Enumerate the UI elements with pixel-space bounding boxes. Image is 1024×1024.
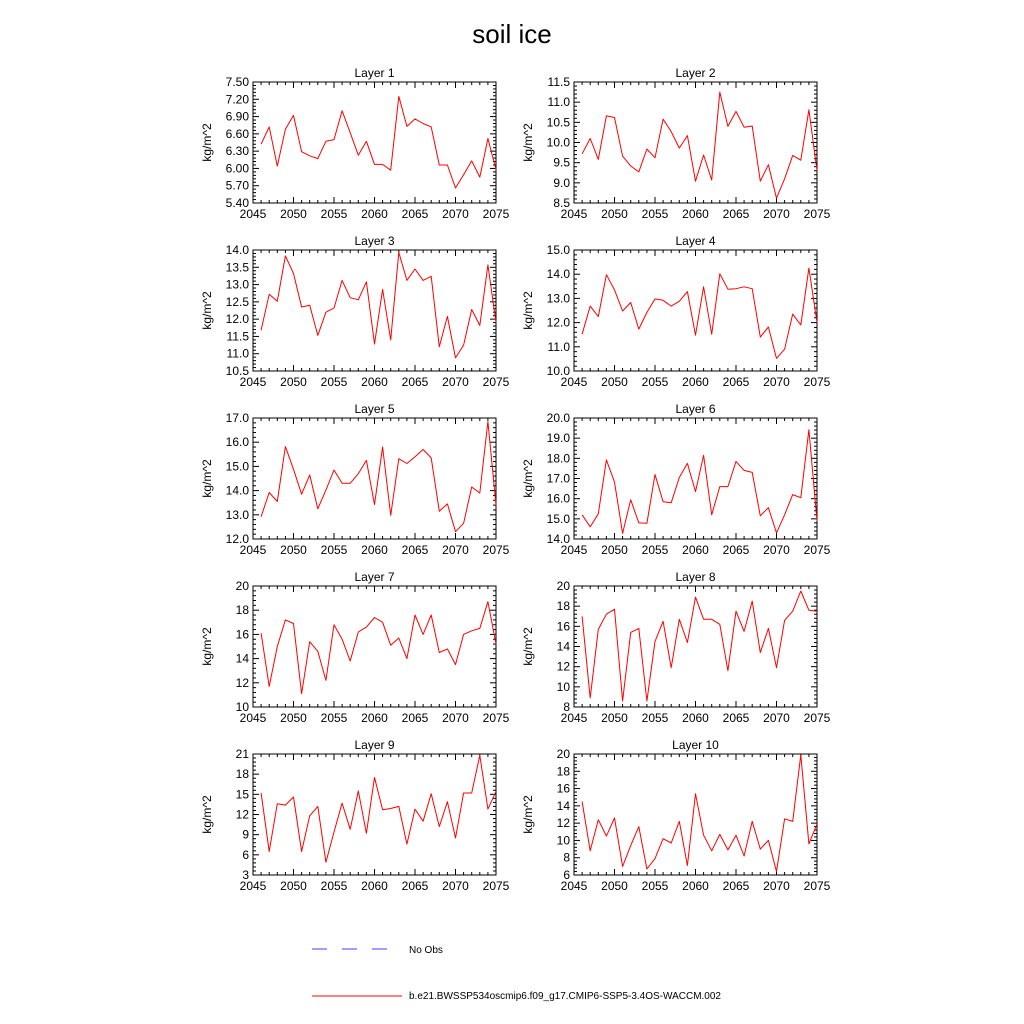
panels	[200, 66, 831, 893]
x-tick-label: 2045	[560, 543, 588, 557]
y-tick-label: 10.5	[225, 364, 249, 378]
x-tick-label: 2065	[722, 879, 750, 893]
y-tick-label: 6	[242, 847, 249, 862]
x-tick-label: 2060	[361, 711, 388, 725]
panel-title: Layer 6	[675, 402, 716, 416]
x-tick-label: 2055	[641, 375, 669, 389]
y-tick-label: 16	[235, 627, 249, 642]
x-tick-label: 2065	[722, 207, 750, 221]
x-tick-label: 2065	[401, 711, 429, 725]
y-tick-label: 16	[556, 619, 570, 634]
x-tick-label: 2045	[239, 879, 267, 893]
series-line	[261, 755, 496, 862]
y-tick-label: 12.0	[225, 532, 249, 546]
series-line	[261, 602, 496, 694]
x-tick-label: 2055	[641, 711, 669, 725]
plot-frame	[253, 250, 496, 371]
y-tick-label: 5.70	[225, 178, 249, 193]
y-tick-label: 18	[235, 603, 249, 618]
y-tick-label: 10.5	[546, 115, 570, 130]
series-line	[582, 430, 817, 534]
series-line	[582, 92, 817, 198]
y-tick-label: 14	[235, 651, 249, 666]
x-tick-label: 2070	[442, 207, 469, 221]
x-tick-label: 2065	[722, 375, 750, 389]
x-tick-label: 2065	[722, 543, 750, 557]
x-tick-label: 2055	[320, 207, 348, 221]
plot-frame	[253, 418, 496, 539]
panel-layer-5	[200, 402, 510, 557]
y-tick-label: 12.0	[225, 312, 249, 327]
panel-layer-10	[521, 738, 831, 893]
x-tick-label: 2070	[763, 207, 790, 221]
x-tick-label: 2060	[682, 711, 709, 725]
y-tick-label: 12	[556, 659, 570, 674]
x-tick-label: 2045	[239, 375, 267, 389]
x-tick-label: 2060	[682, 375, 709, 389]
y-axis-label: kg/m^2	[200, 459, 214, 498]
y-tick-label: 9.5	[553, 155, 570, 170]
panel-title: Layer 7	[354, 570, 395, 584]
y-tick-label: 13.0	[225, 507, 249, 522]
y-tick-label: 11.0	[547, 339, 570, 354]
x-tick-label: 2050	[601, 879, 628, 893]
x-tick-label: 2065	[401, 543, 429, 557]
panel-title: Layer 2	[675, 66, 716, 80]
y-tick-label: 5.40	[225, 196, 249, 210]
y-tick-label: 15.0	[546, 243, 570, 257]
y-axis-label: kg/m^2	[200, 123, 214, 162]
x-tick-label: 2060	[361, 375, 388, 389]
x-tick-label: 2055	[641, 879, 669, 893]
x-tick-label: 2070	[763, 543, 790, 557]
series-line	[261, 252, 496, 358]
x-tick-label: 2060	[361, 207, 388, 221]
x-tick-label: 2070	[442, 543, 469, 557]
x-tick-label: 2065	[722, 711, 750, 725]
y-tick-label: 9	[242, 827, 249, 842]
x-tick-label: 2065	[401, 879, 429, 893]
y-tick-label: 18	[556, 599, 570, 614]
panel-layer-7	[200, 570, 510, 725]
x-tick-label: 2050	[280, 543, 307, 557]
y-tick-label: 12.0	[546, 315, 570, 330]
series-line	[582, 755, 817, 872]
y-tick-label: 13.0	[225, 277, 249, 292]
y-tick-label: 14.0	[225, 483, 249, 498]
y-tick-label: 13.5	[225, 260, 249, 275]
y-tick-label: 6.00	[225, 161, 249, 176]
x-tick-label: 2075	[803, 879, 831, 893]
panel-layer-2	[521, 66, 831, 221]
x-tick-label: 2045	[560, 711, 588, 725]
y-tick-label: 20.0	[546, 411, 570, 425]
panel-layer-4	[521, 234, 831, 389]
y-tick-label: 16.0	[225, 435, 249, 450]
x-tick-label: 2045	[239, 207, 267, 221]
y-tick-label: 13.0	[546, 291, 570, 306]
y-tick-label: 19.0	[546, 431, 570, 446]
x-tick-label: 2050	[601, 207, 628, 221]
y-tick-label: 21	[235, 747, 249, 761]
plot-frame	[253, 82, 496, 203]
x-tick-label: 2055	[320, 375, 348, 389]
x-tick-label: 2060	[361, 879, 388, 893]
y-tick-label: 9.0	[553, 175, 570, 190]
x-tick-label: 2045	[560, 375, 588, 389]
x-tick-label: 2075	[803, 207, 831, 221]
x-tick-label: 2045	[239, 711, 267, 725]
legend-no-obs	[312, 945, 443, 956]
x-tick-label: 2075	[803, 543, 831, 557]
y-tick-label: 15	[235, 787, 249, 802]
y-tick-label: 14.0	[546, 267, 570, 282]
y-tick-label: 10	[556, 833, 570, 848]
plot-frame	[574, 418, 817, 539]
y-tick-label: 3	[242, 868, 249, 882]
x-tick-label: 2045	[560, 879, 588, 893]
panel-title: Layer 4	[675, 234, 716, 248]
x-tick-label: 2070	[763, 375, 790, 389]
y-tick-label: 12	[556, 816, 570, 831]
y-tick-label: 7.20	[225, 92, 249, 107]
x-tick-label: 2055	[320, 879, 348, 893]
y-axis-label: kg/m^2	[521, 459, 535, 498]
x-tick-label: 2075	[482, 879, 510, 893]
x-tick-label: 2065	[401, 207, 429, 221]
panel-layer-3	[200, 234, 510, 389]
y-axis-label: kg/m^2	[200, 291, 214, 330]
x-tick-label: 2075	[482, 711, 510, 725]
y-tick-label: 16.0	[546, 491, 570, 506]
x-tick-label: 2075	[482, 207, 510, 221]
y-axis-label: kg/m^2	[200, 795, 214, 834]
y-axis-label: kg/m^2	[521, 795, 535, 834]
y-tick-label: 8	[563, 700, 570, 714]
x-tick-label: 2070	[442, 879, 469, 893]
x-tick-label: 2050	[280, 711, 307, 725]
x-tick-label: 2060	[361, 543, 388, 557]
y-tick-label: 6.30	[225, 144, 249, 159]
plot-frame	[574, 82, 817, 203]
y-tick-label: 11.0	[547, 95, 570, 110]
x-tick-label: 2075	[803, 711, 831, 725]
series-line	[261, 96, 496, 188]
panel-title: Layer 8	[675, 570, 716, 584]
x-tick-label: 2075	[803, 375, 831, 389]
y-tick-label: 20	[556, 747, 570, 761]
series-line	[261, 422, 496, 532]
panel-title: Layer 10	[672, 738, 719, 752]
y-tick-label: 11.5	[226, 329, 249, 344]
x-tick-label: 2055	[320, 711, 348, 725]
panel-layer-8	[521, 570, 831, 725]
x-tick-label: 2070	[442, 375, 469, 389]
y-tick-label: 8	[563, 850, 570, 865]
y-tick-label: 20	[235, 579, 249, 593]
plot-frame	[574, 754, 817, 875]
y-tick-label: 15.0	[225, 459, 249, 474]
y-tick-label: 16	[556, 781, 570, 796]
x-tick-label: 2050	[601, 543, 628, 557]
y-tick-label: 17.0	[546, 471, 570, 486]
y-tick-label: 11.0	[226, 346, 249, 361]
y-tick-label: 8.5	[553, 196, 570, 210]
y-tick-label: 7.50	[225, 75, 249, 89]
y-tick-label: 10.0	[546, 364, 570, 378]
y-tick-label: 12	[235, 675, 249, 690]
x-tick-label: 2070	[763, 879, 790, 893]
x-tick-label: 2055	[320, 543, 348, 557]
y-tick-label: 18.0	[546, 451, 570, 466]
y-tick-label: 15.0	[546, 511, 570, 526]
figure-title: soil ice	[472, 19, 552, 49]
x-tick-label: 2060	[682, 543, 709, 557]
y-tick-label: 6.90	[225, 109, 249, 124]
legend-no-obs-label: No Obs	[409, 945, 443, 956]
y-tick-label: 14	[556, 798, 570, 813]
legend-model	[312, 991, 721, 1002]
panel-layer-9	[200, 738, 510, 893]
panel-title: Layer 1	[354, 66, 395, 80]
y-tick-label: 12	[235, 807, 249, 822]
y-tick-label: 18	[556, 764, 570, 779]
y-tick-label: 10.0	[546, 135, 570, 150]
series-line	[582, 591, 817, 701]
x-tick-label: 2050	[601, 711, 628, 725]
legend-model-label: b.e21.BWSSP534oscmip6.f09_g17.CMIP6-SSP5-3.4OS-WACCM.002	[409, 991, 721, 1002]
y-axis-label: kg/m^2	[200, 627, 214, 666]
x-tick-label: 2075	[482, 375, 510, 389]
y-tick-label: 14.0	[546, 532, 570, 546]
x-tick-label: 2045	[560, 207, 588, 221]
x-tick-label: 2055	[641, 207, 669, 221]
y-tick-label: 14.0	[225, 243, 249, 257]
panel-title: Layer 5	[354, 402, 395, 416]
x-tick-label: 2060	[682, 207, 709, 221]
x-tick-label: 2070	[442, 711, 469, 725]
y-tick-label: 6	[563, 868, 570, 882]
x-tick-label: 2060	[682, 879, 709, 893]
y-tick-label: 20	[556, 579, 570, 593]
panel-title: Layer 3	[354, 234, 395, 248]
y-axis-label: kg/m^2	[521, 123, 535, 162]
x-tick-label: 2070	[763, 711, 790, 725]
x-tick-label: 2045	[239, 543, 267, 557]
y-axis-label: kg/m^2	[521, 291, 535, 330]
y-tick-label: 14	[556, 639, 570, 654]
y-tick-label: 12.5	[225, 294, 249, 309]
x-tick-label: 2050	[280, 879, 307, 893]
x-tick-label: 2075	[482, 543, 510, 557]
y-tick-label: 17.0	[225, 411, 249, 425]
panel-title: Layer 9	[354, 738, 395, 752]
y-tick-label: 10	[235, 700, 249, 714]
plot-frame	[574, 250, 817, 371]
x-tick-label: 2050	[280, 375, 307, 389]
x-tick-label: 2055	[641, 543, 669, 557]
legend	[312, 945, 721, 1002]
y-tick-label: 11.5	[547, 75, 570, 89]
plot-frame	[253, 586, 496, 707]
series-line	[582, 268, 817, 358]
panel-layer-6	[521, 402, 831, 557]
x-tick-label: 2050	[280, 207, 307, 221]
y-tick-label: 6.60	[225, 126, 249, 141]
y-tick-label: 10	[556, 679, 570, 694]
y-axis-label: kg/m^2	[521, 627, 535, 666]
panel-layer-1	[200, 66, 510, 221]
x-tick-label: 2050	[601, 375, 628, 389]
y-tick-label: 18	[235, 767, 249, 782]
x-tick-label: 2065	[401, 375, 429, 389]
